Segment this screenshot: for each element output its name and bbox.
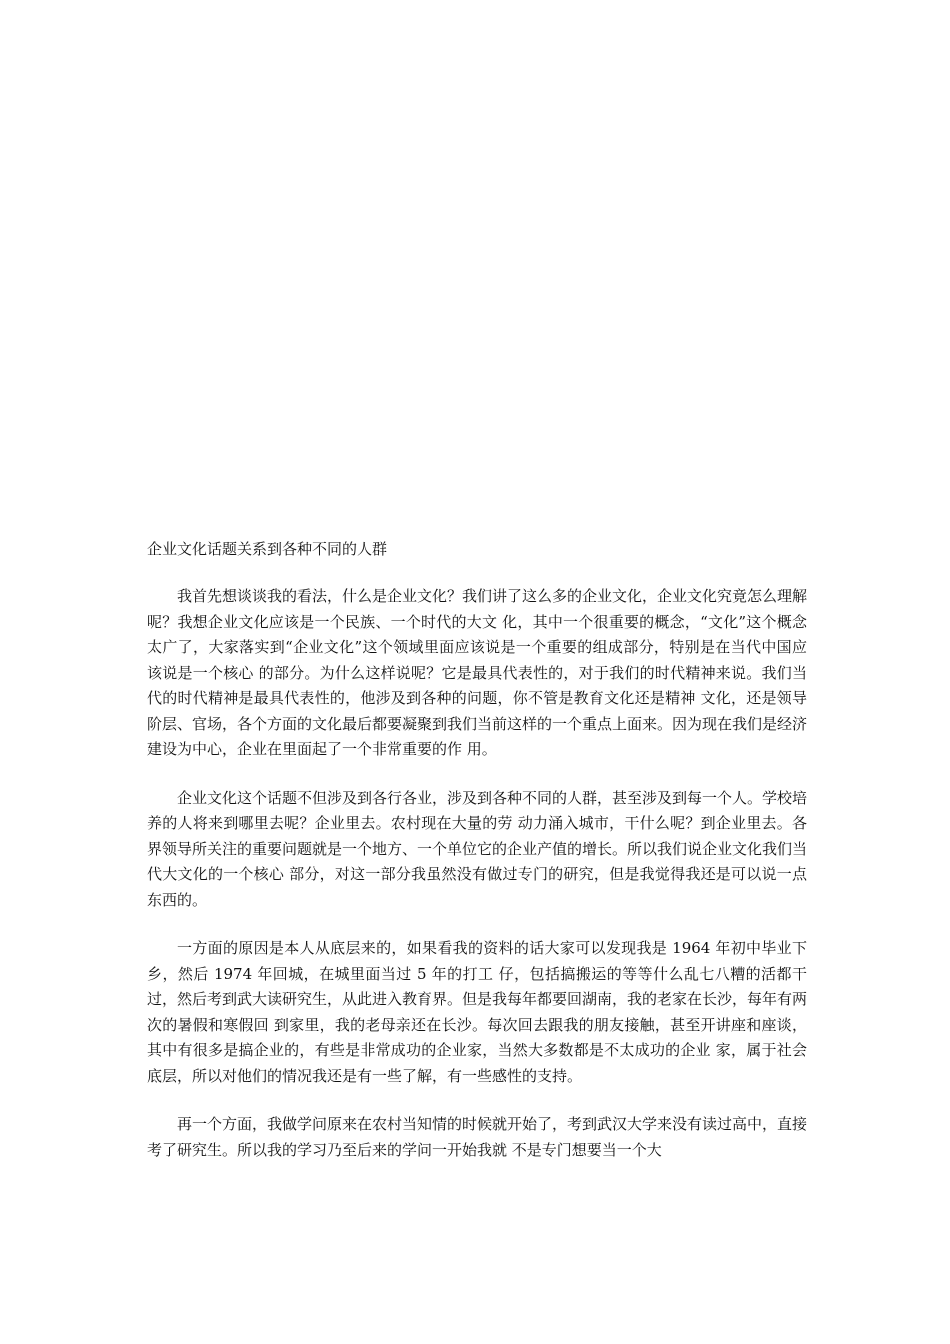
paragraph-1: 我首先想谈谈我的看法，什么是企业文化？我们讲了这么多的企业文化，企业文化究竟怎么理解呢？我想企业文化应该是一个民族、一个时代的大文 化，其中一个很重要的概念，“文化”这个概念太广了，大家落实到“企业文化”这个领域里面应该说是一个重要的组成部分，特别是在当代中国应该说是一个核心 的部分。为什么这样说呢？它是最具代表性的，对于我们的时代精神来说。我们当代的时代精神是最具代表性的，他涉及到各种的问题，你不管是教育文化还是精神 文化，还是领导阶层、官场，各个方面的文化最后都要凝聚到我们当前这样的一个重点上面来。因为现在我们是经济建设为中心，企业在里面起了一个非常重要的作 用。 bbox=[147, 587, 808, 758]
paragraph-4: 再一个方面，我做学问原来在农村当知情的时候就开始了，考到武汉大学来没有读过高中，直接考了研究生。所以我的学习乃至后来的学问一开始我就 不是专门想要当一个大 bbox=[147, 1115, 808, 1159]
paragraph-2: 企业文化这个话题不但涉及到各行各业，涉及到各种不同的人群，甚至涉及到每一个人。学校培养的人将来到哪里去呢？企业里去。农村现在大量的劳 动力涌入城市，干什么呢？到企业里去。各界领导所关注的重要问题就是一个地方、一个单位它的企业产值的增长。所以我们说企业文化我们当代大文化的一个核心 部分，对这一部分我虽然没有做过专门的研究，但是我觉得我还是可以说一点东西的。 bbox=[147, 788, 808, 909]
document-title: 企业文化话题关系到各种不同的人群 bbox=[147, 540, 388, 558]
document-body bbox=[147, 536, 807, 1186]
paragraph-3: 一方面的原因是本人从底层来的，如果看我的资料的话大家可以发现我是 1964 年初中毕业下乡，然后 1974 年回城，在城里面当过 5 年的打工 仔，包括搞搬运的等等什么乱七八糟的活都干过，然后考到武大读研究生，从此进入教育界。但是我每年都要回湖南，我的老家在长沙，每年有两次的暑假和寒假回 到家里，我的老母亲还在长沙。每次回去跟我的朋友接触，甚至开讲座和座谈，其中有很多是搞企业的，有些是非常成功的企业家，当然大多数都是不太成功的企业 家，属于社会底层，所以对他们的情况我还是有一些了解，有一些感性的支持。 bbox=[147, 939, 808, 1085]
